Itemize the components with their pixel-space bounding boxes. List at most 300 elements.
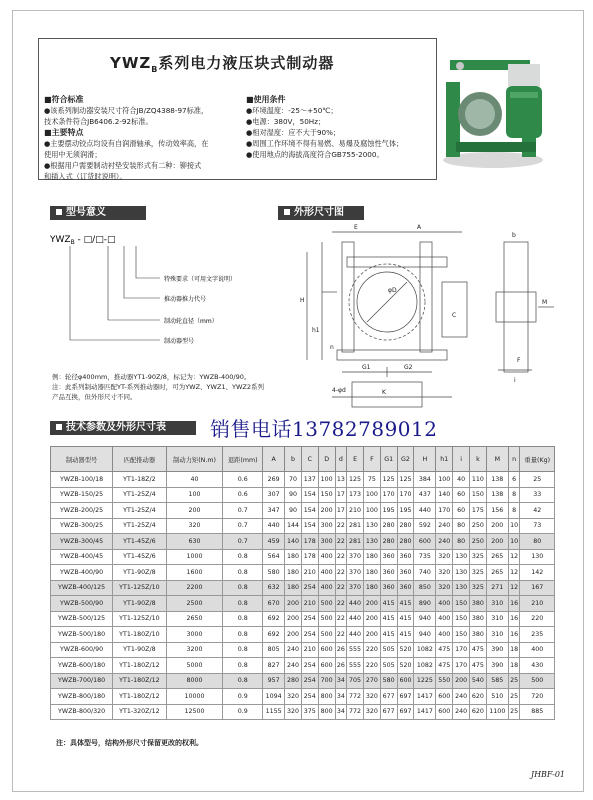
table-cell: 360 <box>397 549 414 565</box>
table-cell: 170 <box>453 642 470 658</box>
table-cell: 10000 <box>166 689 223 705</box>
dim-label: n <box>330 344 334 351</box>
table-cell: 400 <box>436 611 453 627</box>
dim-label: F <box>517 357 521 364</box>
table-cell: 80 <box>520 534 555 550</box>
table-cell: 130 <box>453 565 470 581</box>
dim-label: C <box>452 312 457 319</box>
table-cell: 735 <box>414 549 436 565</box>
table-cell: 210 <box>520 596 555 612</box>
spec-header-cell: G1 <box>380 447 397 472</box>
table-cell: 178 <box>301 549 318 565</box>
table-cell: 360 <box>397 565 414 581</box>
table-cell: 0.8 <box>223 611 263 627</box>
table-cell: 459 <box>263 534 285 550</box>
table-cell: 0.8 <box>223 673 263 689</box>
table-cell: 33 <box>520 487 555 503</box>
table-cell: 42 <box>520 503 555 519</box>
table-cell: 380 <box>470 611 487 627</box>
table-cell: 125 <box>347 472 364 488</box>
table-cell: 310 <box>486 596 508 612</box>
table-cell: 280 <box>380 534 397 550</box>
table-cell: 178 <box>301 534 318 550</box>
spec-header-cell: M <box>486 447 508 472</box>
conditions-line: ●使用地点的海拔高度符合GB755-2000。 <box>246 150 384 159</box>
table-cell: 250 <box>470 518 487 534</box>
table-cell: 269 <box>263 472 285 488</box>
table-cell: 254 <box>301 658 318 674</box>
table-cell: 80 <box>453 518 470 534</box>
table-cell: 125 <box>397 472 414 488</box>
table-cell: 0.8 <box>223 596 263 612</box>
table-cell: 400 <box>436 596 453 612</box>
table-cell: 180 <box>363 549 380 565</box>
table-cell: YWZB-400/90 <box>51 565 113 581</box>
table-cell: 440 <box>263 518 285 534</box>
spec-header-cell: A <box>263 447 285 472</box>
table-cell: 1082 <box>414 642 436 658</box>
table-cell: 692 <box>263 627 285 643</box>
table-cell: 740 <box>414 565 436 581</box>
table-cell: 12 <box>508 580 520 596</box>
table-cell: 281 <box>347 518 364 534</box>
table-cell: 0.8 <box>223 627 263 643</box>
section-model-bar: 型号意义 <box>50 206 146 220</box>
table-cell: 34 <box>335 689 347 705</box>
table-cell: 415 <box>380 596 397 612</box>
table-cell: 240 <box>285 642 302 658</box>
table-cell: 415 <box>397 611 414 627</box>
standards-block <box>44 94 254 182</box>
table-cell: 12 <box>508 549 520 565</box>
table-cell: 555 <box>347 658 364 674</box>
table-cell: 632 <box>263 580 285 596</box>
table-cell: 22 <box>335 565 347 581</box>
section-spec-bar: 技术参数及外形尺寸表 <box>50 421 196 435</box>
table-cell: 805 <box>263 642 285 658</box>
table-cell: 125 <box>380 472 397 488</box>
table-cell: 240 <box>453 689 470 705</box>
table-row <box>51 487 555 503</box>
table-cell: YT1-25Z/4 <box>113 518 167 534</box>
dim-label: i <box>514 377 516 384</box>
table-cell: 156 <box>486 503 508 519</box>
table-cell: 320 <box>436 549 453 565</box>
table-cell: 210 <box>347 503 364 519</box>
model-meaning-diagram <box>50 226 285 366</box>
table-cell: 3200 <box>166 642 223 658</box>
table-cell: 500 <box>520 673 555 689</box>
dim-label: G2 <box>404 364 413 371</box>
table-cell: 200 <box>285 627 302 643</box>
table-cell: 270 <box>363 673 380 689</box>
standards-line: 技术条件符合JB6406.2-92标准。 <box>44 117 153 126</box>
table-cell: 25 <box>508 689 520 705</box>
table-cell: 592 <box>414 518 436 534</box>
table-cell: 347 <box>263 503 285 519</box>
table-cell: 16 <box>508 596 520 612</box>
table-cell: 210 <box>301 565 318 581</box>
table-cell: 210 <box>301 596 318 612</box>
spec-header-cell: G2 <box>397 447 414 472</box>
table-cell: 2200 <box>166 580 223 596</box>
table-cell: 440 <box>347 627 364 643</box>
table-cell: 17 <box>335 487 347 503</box>
table-cell: 170 <box>380 487 397 503</box>
note-line: 例：轮径φ400mm，推动器YT1-90Z/8，标记为：YWZB-400/90。 <box>52 373 251 381</box>
table-cell: 940 <box>414 611 436 627</box>
dim-label: A <box>417 224 422 231</box>
table-cell: 154 <box>301 503 318 519</box>
table-cell: 697 <box>397 689 414 705</box>
table-cell: 360 <box>380 549 397 565</box>
table-cell: 8 <box>508 487 520 503</box>
table-cell: 254 <box>301 627 318 643</box>
dim-label: b <box>512 232 516 239</box>
table-cell: 890 <box>414 596 436 612</box>
table-cell: 142 <box>520 565 555 581</box>
table-cell: 200 <box>285 611 302 627</box>
table-cell: 175 <box>470 503 487 519</box>
table-cell: 390 <box>486 658 508 674</box>
table-row <box>51 627 555 643</box>
table-cell: 0.8 <box>223 565 263 581</box>
table-cell: 254 <box>301 673 318 689</box>
table-cell: 1417 <box>414 704 436 720</box>
table-cell: 1000 <box>166 549 223 565</box>
table-cell: 6 <box>508 472 520 488</box>
table-cell: 265 <box>486 549 508 565</box>
table-cell: 0.8 <box>223 642 263 658</box>
table-cell: 600 <box>397 673 414 689</box>
table-cell: 130 <box>363 534 380 550</box>
table-cell: 540 <box>470 673 487 689</box>
table-cell: 13 <box>335 472 347 488</box>
table-cell: 180 <box>363 565 380 581</box>
table-cell: 1417 <box>414 689 436 705</box>
table-cell: 280 <box>397 534 414 550</box>
table-cell: 0.7 <box>223 534 263 550</box>
table-cell: 475 <box>436 642 453 658</box>
table-row <box>51 580 555 596</box>
spec-header-cell: 制动力矩(N.m) <box>166 447 223 472</box>
table-cell: 940 <box>414 627 436 643</box>
table-cell: 440 <box>347 596 364 612</box>
table-cell: YWZB-500/125 <box>51 611 113 627</box>
table-cell: 677 <box>380 704 397 720</box>
table-cell: 10 <box>508 518 520 534</box>
spec-header-cell: b <box>285 447 302 472</box>
table-cell: 26 <box>335 658 347 674</box>
table-cell: 850 <box>414 580 436 596</box>
table-cell: 1094 <box>263 689 285 705</box>
table-cell: 210 <box>301 642 318 658</box>
table-cell: 677 <box>380 689 397 705</box>
table-cell: 380 <box>470 596 487 612</box>
dim-label: H <box>300 297 305 304</box>
table-cell: 34 <box>335 673 347 689</box>
table-cell: YWZB-300/25 <box>51 518 113 534</box>
spec-header-cell: 匹配推动器 <box>113 447 167 472</box>
table-cell: 180 <box>363 580 380 596</box>
table-cell: 437 <box>414 487 436 503</box>
table-cell: 150 <box>470 487 487 503</box>
table-cell: 5000 <box>166 658 223 674</box>
table-cell: 360 <box>397 580 414 596</box>
table-cell: 320 <box>363 704 380 720</box>
dim-label: φD <box>388 287 397 294</box>
sales-phone: 销售电话13782789012 <box>210 417 438 441</box>
table-cell: 1225 <box>414 673 436 689</box>
spec-header-cell: 制动器型号 <box>51 447 113 472</box>
table-cell: 200 <box>486 518 508 534</box>
conditions-line: ●环境温度：-25～+50℃； <box>246 106 338 115</box>
table-cell: 170 <box>436 503 453 519</box>
table-cell: YT1-18Z/2 <box>113 472 167 488</box>
table-cell: 40 <box>453 472 470 488</box>
table-cell: 70 <box>285 472 302 488</box>
table-cell: 400 <box>436 627 453 643</box>
table-cell: 200 <box>318 503 335 519</box>
table-cell: 180 <box>285 565 302 581</box>
conditions-line: ●电源：380V，50Hz； <box>246 117 326 126</box>
table-cell: 505 <box>380 658 397 674</box>
table-cell: 0.6 <box>223 487 263 503</box>
table-cell: 130 <box>520 549 555 565</box>
dim-label: 4-φd <box>332 387 346 394</box>
table-cell: 400 <box>318 565 335 581</box>
table-row <box>51 658 555 674</box>
footer-code: JHBF-01 <box>530 770 565 779</box>
table-note: 注：具体型号，结构外形尺寸保留更改的权利。 <box>56 739 203 747</box>
table-cell: 370 <box>347 580 364 596</box>
table-cell: YWZB-150/25 <box>51 487 113 503</box>
table-cell: 320 <box>363 689 380 705</box>
table-cell: 180 <box>285 549 302 565</box>
spec-header-cell: h1 <box>436 447 453 472</box>
table-cell: 60 <box>453 487 470 503</box>
table-cell: YT1-90Z/8 <box>113 596 167 612</box>
table-cell: 100 <box>363 487 380 503</box>
table-cell: 12 <box>508 565 520 581</box>
table-cell: 505 <box>380 642 397 658</box>
table-cell: 360 <box>380 580 397 596</box>
table-cell: 110 <box>470 472 487 488</box>
table-cell: 200 <box>453 673 470 689</box>
model-code: $YWZ_B$ - □/□-□ <box>50 235 116 246</box>
table-cell: 281 <box>347 534 364 550</box>
table-cell: 700 <box>318 673 335 689</box>
table-row <box>51 673 555 689</box>
table-cell: 415 <box>380 611 397 627</box>
table-cell: 885 <box>520 704 555 720</box>
table-cell: YT1-25Z/4 <box>113 503 167 519</box>
table-cell: 170 <box>397 487 414 503</box>
table-cell: 580 <box>380 673 397 689</box>
table-cell: 370 <box>347 549 364 565</box>
conditions-line: ●相对湿度：应不大于90%； <box>246 128 341 137</box>
table-cell: 25 <box>508 673 520 689</box>
features-line: ●根据用户需要制动衬垫安装形式有二种：铆接式 <box>44 161 202 170</box>
table-cell: 154 <box>301 518 318 534</box>
table-cell: 90 <box>285 487 302 503</box>
table-row <box>51 596 555 612</box>
table-cell: 310 <box>486 627 508 643</box>
table-cell: 415 <box>397 596 414 612</box>
model-item: 特殊要求（可用文字说明） <box>164 276 237 283</box>
table-cell: 150 <box>453 596 470 612</box>
table-cell: 585 <box>486 673 508 689</box>
table-cell: 2650 <box>166 611 223 627</box>
table-cell: YWZB-300/45 <box>51 534 113 550</box>
table-cell: 320 <box>436 565 453 581</box>
table-cell: 600 <box>436 704 453 720</box>
spec-header-cell: C <box>301 447 318 472</box>
features-line: 使用中无须润滑； <box>44 150 102 159</box>
dim-label: K <box>382 389 386 396</box>
table-cell: 415 <box>380 627 397 643</box>
conditions-line: ●周围工作环境不得有易燃、易爆及腐蚀性气体； <box>246 139 404 148</box>
table-cell: 400 <box>318 549 335 565</box>
table-cell: 310 <box>486 611 508 627</box>
table-cell: 200 <box>166 503 223 519</box>
table-cell: 25 <box>508 704 520 720</box>
table-cell: YWZB-700/180 <box>51 673 113 689</box>
table-cell: YWZB-600/180 <box>51 658 113 674</box>
table-cell: 384 <box>414 472 436 488</box>
features-line: ●主要摆动铰点均设有自润滑轴承，传动效率高，在 <box>44 139 209 148</box>
table-cell: YT1-25Z/4 <box>113 487 167 503</box>
table-cell: YT1-125Z/10 <box>113 611 167 627</box>
table-cell: 8 <box>508 503 520 519</box>
table-cell: 22 <box>335 596 347 612</box>
table-cell: 18 <box>508 658 520 674</box>
table-row <box>51 549 555 565</box>
table-cell: 220 <box>520 611 555 627</box>
table-cell: 800 <box>318 689 335 705</box>
table-cell: YWZB-800/320 <box>51 704 113 720</box>
table-cell: 22 <box>335 534 347 550</box>
table-cell: 18 <box>508 642 520 658</box>
table-cell: 22 <box>335 580 347 596</box>
table-cell: 138 <box>486 472 508 488</box>
model-item: 制动轮直径（mm） <box>164 318 218 325</box>
table-cell: 26 <box>335 642 347 658</box>
features-heading: ■主要特点 <box>44 128 84 137</box>
table-cell: 440 <box>414 503 436 519</box>
table-cell: 320 <box>285 689 302 705</box>
table-cell: 22 <box>335 627 347 643</box>
table-cell: 280 <box>397 518 414 534</box>
table-cell: 250 <box>470 534 487 550</box>
table-cell: 692 <box>263 611 285 627</box>
table-cell: 600 <box>436 689 453 705</box>
table-cell: 370 <box>347 565 364 581</box>
spec-header-cell: D <box>318 447 335 472</box>
table-cell: 200 <box>363 596 380 612</box>
table-cell: 195 <box>380 503 397 519</box>
table-cell: YT1-320Z/12 <box>113 704 167 720</box>
dim-label: G1 <box>362 364 371 371</box>
table-cell: 150 <box>453 611 470 627</box>
table-cell: 130 <box>363 518 380 534</box>
table-cell: YWZB-500/180 <box>51 627 113 643</box>
dim-label: h1 <box>312 327 320 334</box>
table-cell: 1600 <box>166 565 223 581</box>
table-cell: 300 <box>318 534 335 550</box>
table-cell: 0.6 <box>223 472 263 488</box>
table-cell: 100 <box>318 472 335 488</box>
table-cell: YT1-90Z/8 <box>113 565 167 581</box>
table-cell: 0.8 <box>223 580 263 596</box>
table-cell: YWZB-600/90 <box>51 642 113 658</box>
table-cell: 1082 <box>414 658 436 674</box>
table-cell: 173 <box>347 487 364 503</box>
table-cell: YT1-90Z/8 <box>113 642 167 658</box>
table-cell: 34 <box>335 704 347 720</box>
standards-heading: ■符合标准 <box>44 95 84 104</box>
table-cell: 360 <box>380 565 397 581</box>
table-cell: 271 <box>486 580 508 596</box>
notes-block <box>52 372 352 402</box>
conditions-heading: ■使用条件 <box>246 95 286 104</box>
table-cell: 325 <box>470 565 487 581</box>
table-cell: YT1-125Z/10 <box>113 580 167 596</box>
table-cell: 375 <box>301 704 318 720</box>
table-cell: 520 <box>397 642 414 658</box>
table-cell: 2500 <box>166 596 223 612</box>
table-cell: 827 <box>263 658 285 674</box>
table-cell: 475 <box>470 658 487 674</box>
table-cell: 100 <box>436 472 453 488</box>
table-cell: YWZB-100/18 <box>51 472 113 488</box>
table-cell: 25 <box>520 472 555 488</box>
table-cell: 240 <box>453 704 470 720</box>
table-cell: 400 <box>318 580 335 596</box>
table-cell: 220 <box>363 658 380 674</box>
table-cell: 630 <box>166 534 223 550</box>
table-row <box>51 503 555 519</box>
spec-header-cell: H <box>414 447 436 472</box>
note-line: 产品互换，但外形尺寸不同。 <box>52 393 137 401</box>
table-cell: 320 <box>285 704 302 720</box>
table-cell: 390 <box>486 642 508 658</box>
table-row <box>51 611 555 627</box>
table-cell: 705 <box>347 673 364 689</box>
spec-header-row <box>51 447 555 472</box>
table-cell: 440 <box>347 611 364 627</box>
spec-header-cell: d <box>335 447 347 472</box>
table-cell: 195 <box>397 503 414 519</box>
table-cell: 555 <box>347 642 364 658</box>
page-title: $YWZ_B$系列电力液压块式制动器 <box>110 54 335 74</box>
table-cell: YWZB-200/25 <box>51 503 113 519</box>
table-cell: 16 <box>508 611 520 627</box>
table-cell: YWZB-400/125 <box>51 580 113 596</box>
table-cell: 12500 <box>166 704 223 720</box>
table-cell: YT1-180Z/10 <box>113 627 167 643</box>
table-cell: 620 <box>470 704 487 720</box>
spec-header-cell: 退距(mm) <box>223 447 263 472</box>
table-cell: 720 <box>520 689 555 705</box>
model-meaning-lines <box>50 226 285 366</box>
table-cell: YT1-45Z/6 <box>113 534 167 550</box>
table-cell: 0.8 <box>223 658 263 674</box>
table-cell: YWZB-500/90 <box>51 596 113 612</box>
table-row <box>51 642 555 658</box>
table-cell: 22 <box>335 518 347 534</box>
table-cell: YWZB-400/45 <box>51 549 113 565</box>
